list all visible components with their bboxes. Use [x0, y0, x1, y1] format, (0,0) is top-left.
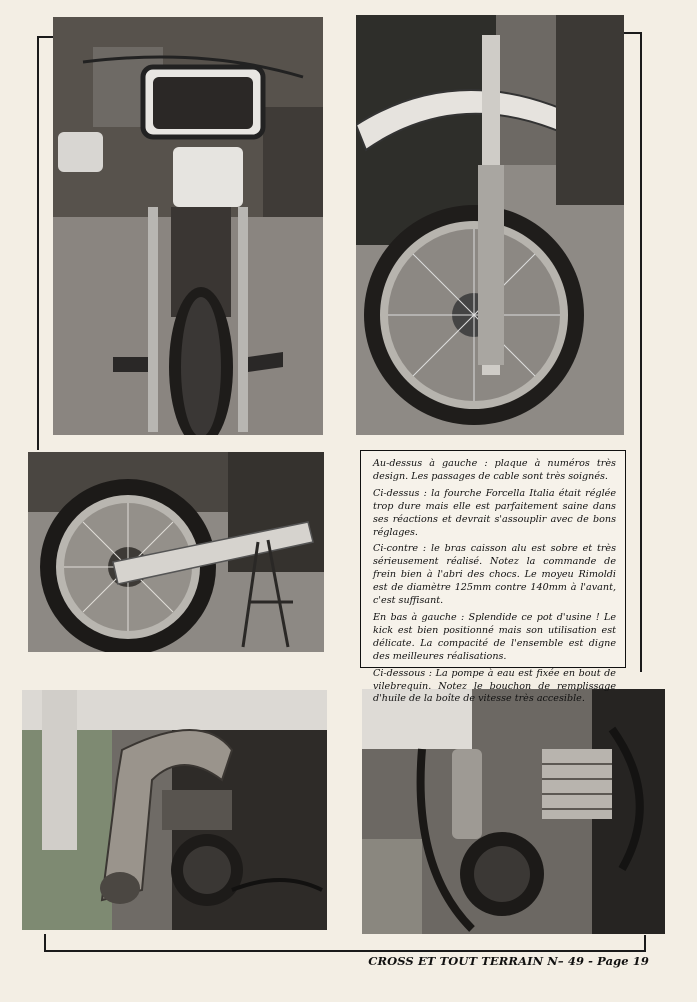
caption-lead: Au-dessus à gauche : — [373, 458, 488, 469]
photo-exhaust-engine — [22, 690, 327, 930]
caption-text: La pompe à eau est fixée en bout de vilebrequin. Notez le bouchon de remplissage d'huile de la boîte de vitesse très accesible. — [373, 667, 616, 705]
caption-text: Splendide ce pot d'usine ! Le kick est bien positionné mais son utilisation est délicate. La compacité de l'ensemble est digne des meilleures réalisations. — [373, 611, 616, 662]
caption-text: la fourche Forcella Italia était réglée trop dure mais elle est parfaitement saine dans ses réactions et devrait s'assouplir avec de bons réglages. — [373, 487, 617, 538]
caption-lead: Ci-dessous : — [373, 667, 433, 679]
photo-water-pump — [362, 689, 665, 934]
page-footer: CROSS ET TOUT TERRAIN N– 49 - Page 19 — [368, 954, 649, 968]
frame-top-line — [37, 36, 53, 38]
caption-paragraph — [373, 543, 616, 608]
caption-paragraph — [373, 668, 616, 707]
caption-lead: Ci-dessus : — [373, 487, 427, 499]
caption-paragraph — [373, 488, 616, 540]
caption-paragraph — [373, 612, 616, 664]
photo-front-fork — [356, 15, 624, 435]
frame-bottom-line — [44, 950, 646, 952]
photo-swingarm — [28, 452, 324, 652]
caption-text: le bras caisson alu est sobre et très sérieusement réalisé. Notez la commande de frein bien à l'abri des chocs. Le moyeu Rimoldi est de diamètre 125mm contre 140mm à l'avant, c'est suffisant. — [373, 543, 617, 607]
caption-box — [360, 450, 626, 705]
caption-lead: En bas à gauche : — [373, 611, 465, 623]
frame-bottom-right-vertical — [644, 935, 646, 952]
caption-lead: Ci-contre : — [373, 543, 427, 555]
caption-paragraph — [373, 458, 616, 484]
photo-number-plate — [53, 17, 323, 435]
frame-right-line — [640, 32, 642, 672]
frame-right-top — [624, 32, 642, 34]
caption-text: plaque à numéros très design. Les passages de cable sont très soignés. — [373, 458, 616, 482]
frame-left-line — [37, 36, 39, 450]
